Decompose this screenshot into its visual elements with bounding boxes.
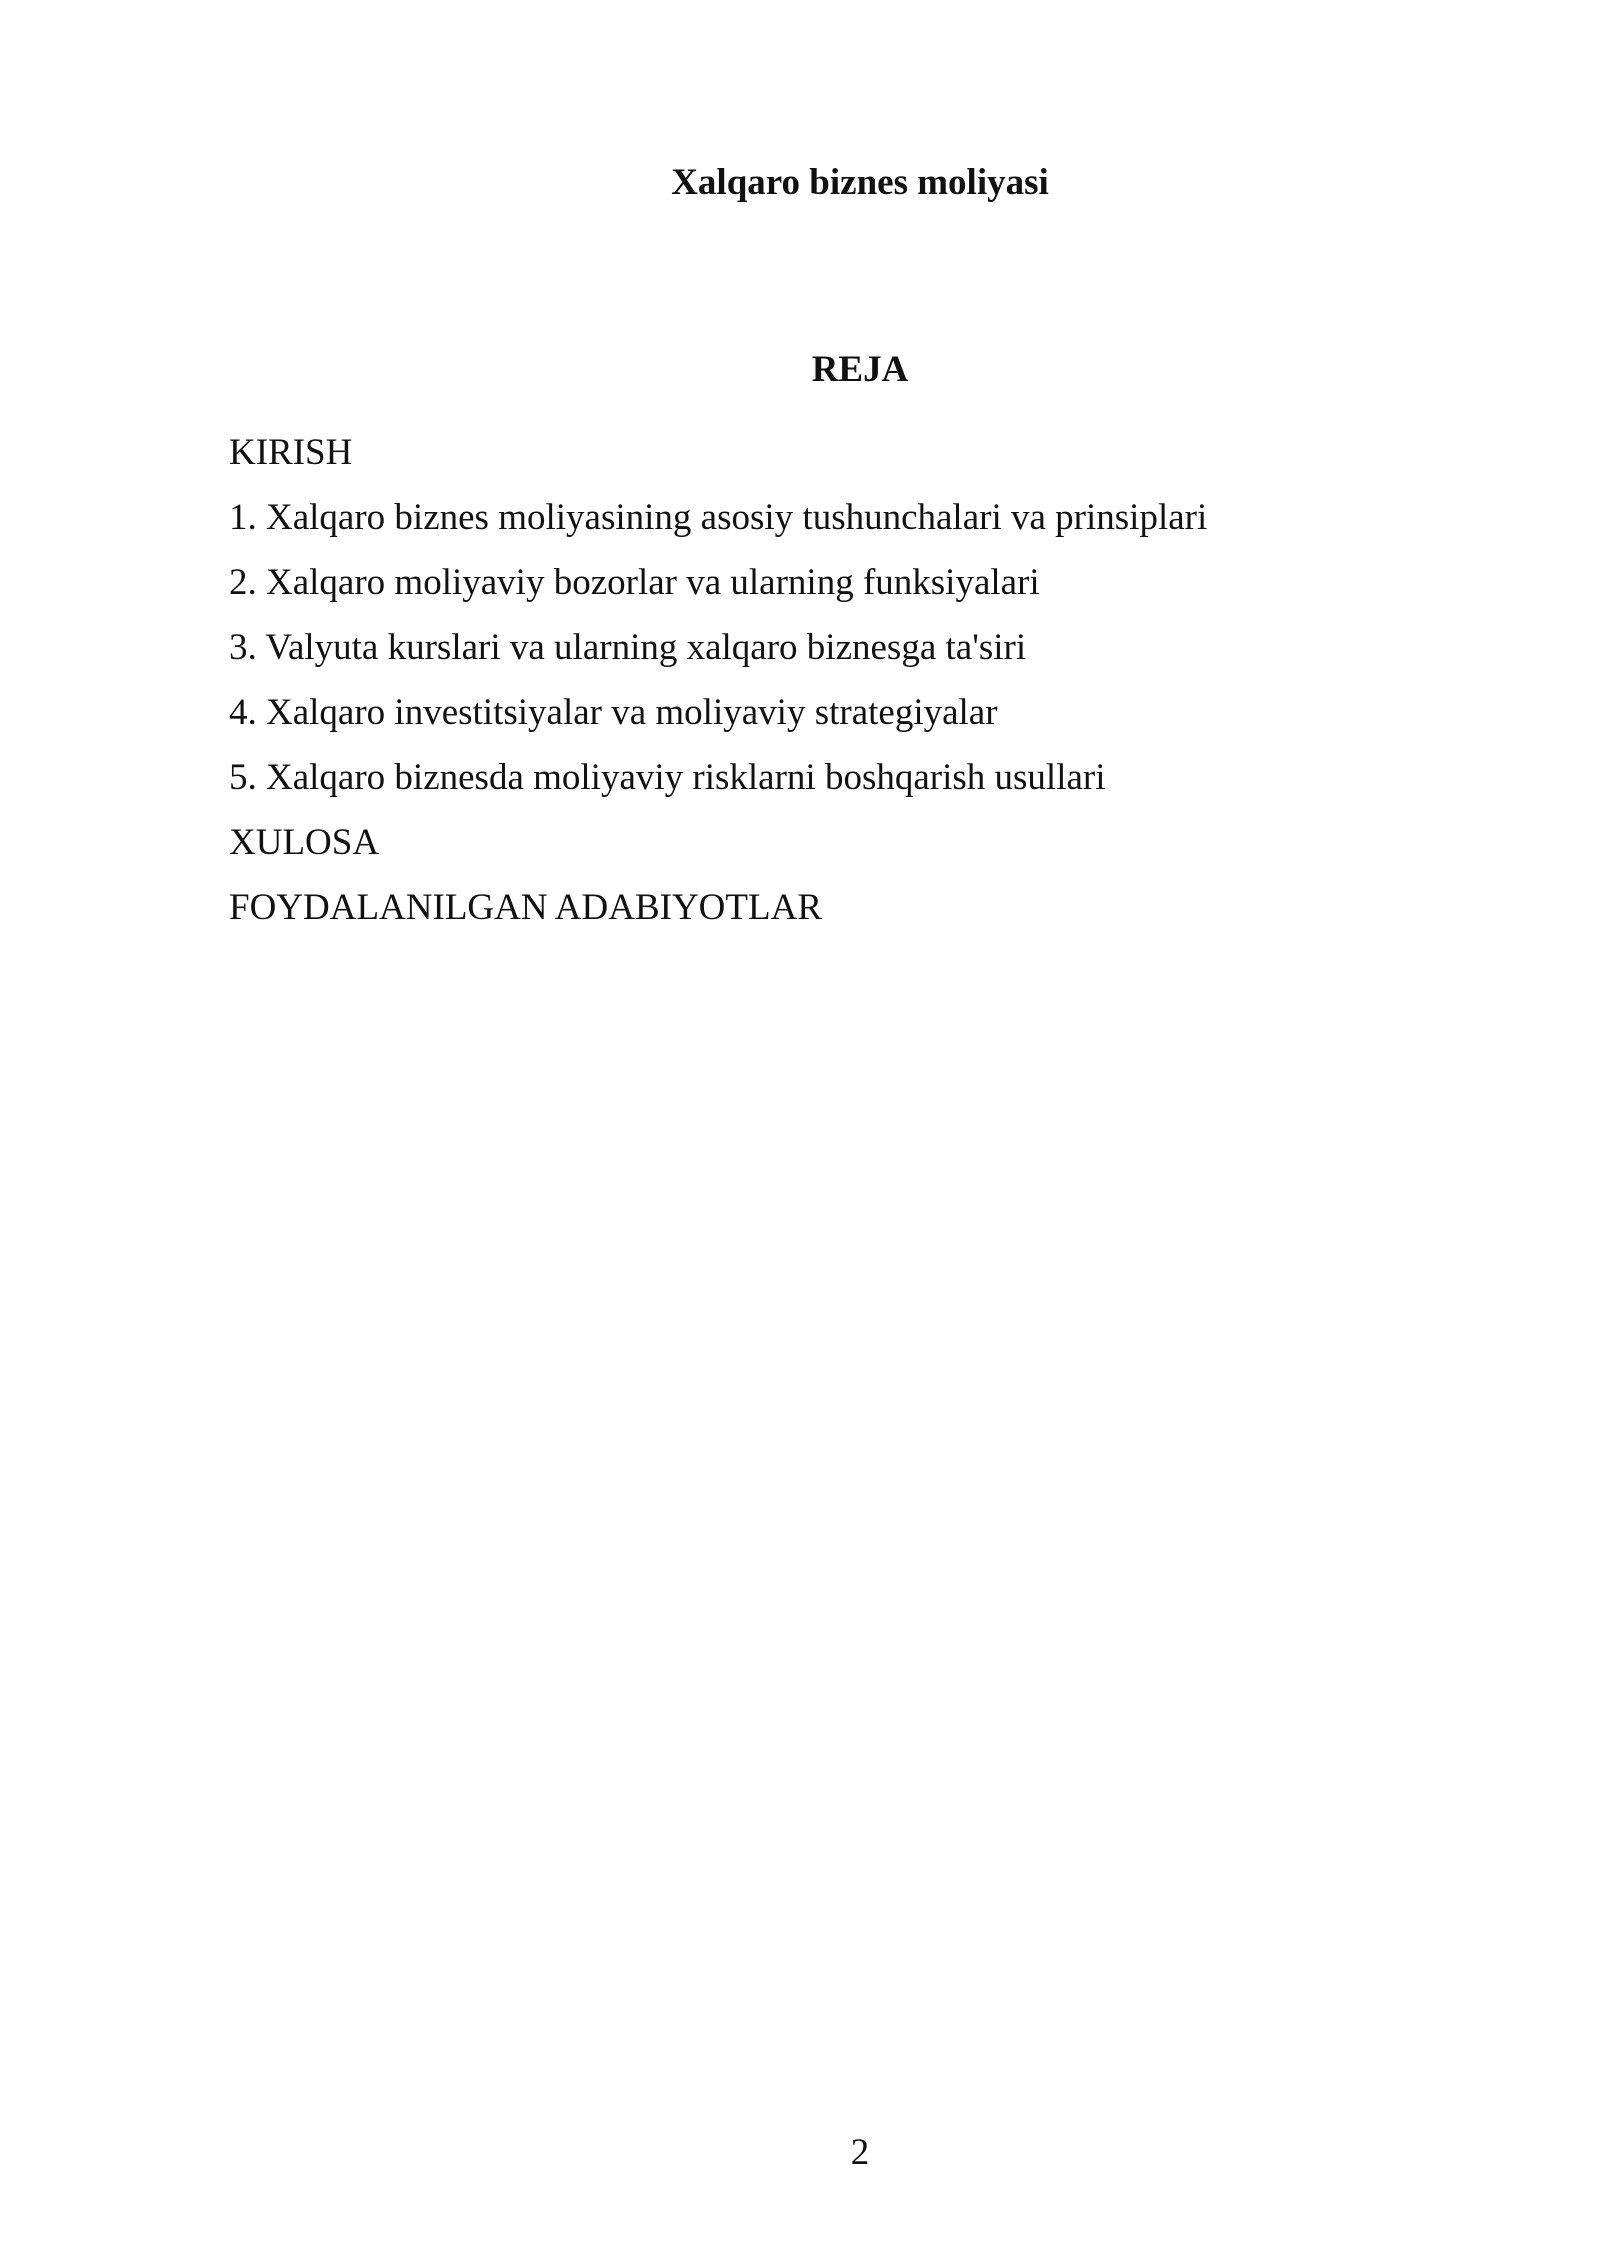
plan-item-intro: KIRISH	[229, 432, 353, 473]
plan-item-references: FOYDALANILGAN ADABIYOTLAR	[229, 887, 822, 928]
plan-heading: REJA	[811, 349, 909, 390]
plan-item-2: 2. Xalqaro moliyaviy bozorlar va ularning funksiyalari	[229, 562, 1040, 603]
plan-list	[229, 420, 1207, 940]
plan-item-conclusion: XULOSA	[229, 822, 380, 863]
plan-item-5: 5. Xalqaro biznesda moliyaviy risklarni boshqarish usullari	[229, 757, 1106, 798]
page-number: 2	[850, 2132, 870, 2173]
document-title: Xalqaro biznes moliyasi	[671, 162, 1049, 203]
plan-item-1: 1. Xalqaro biznes moliyasining asosiy tushunchalari va prinsiplari	[229, 497, 1208, 538]
plan-item-4: 4. Xalqaro investitsiyalar va moliyaviy strategiyalar	[229, 692, 998, 733]
plan-item-3: 3. Valyuta kurslari va ularning xalqaro biznesga ta'siri	[229, 627, 1027, 668]
